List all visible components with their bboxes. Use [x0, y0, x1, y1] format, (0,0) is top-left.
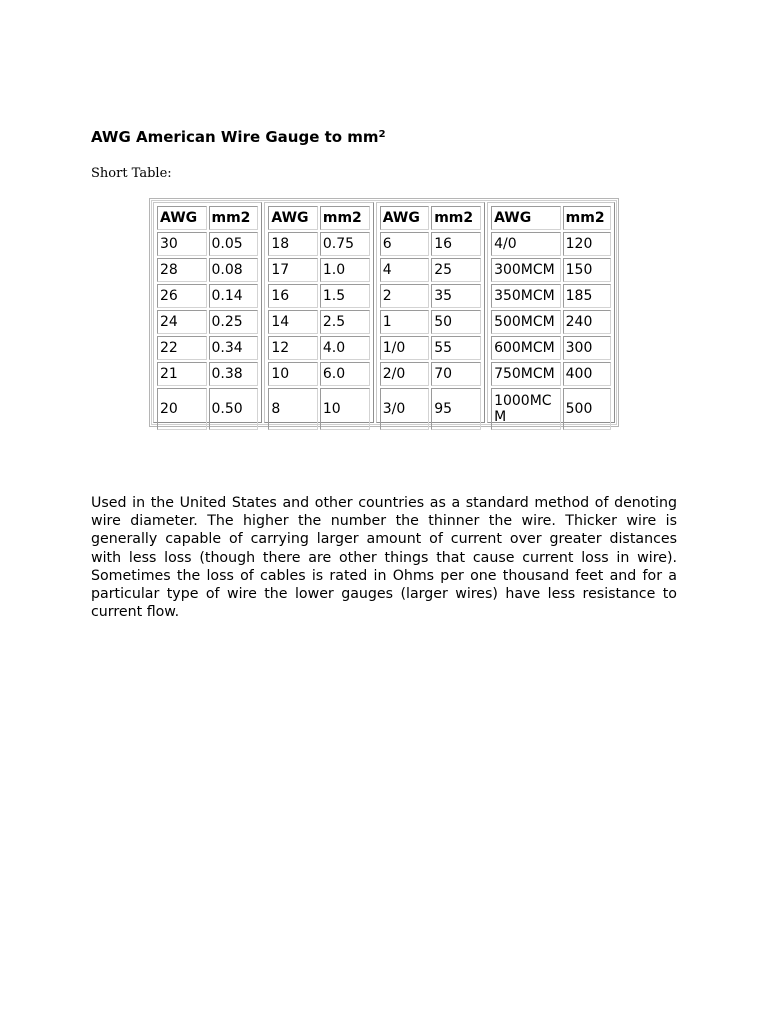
cell-awg: 12: [268, 336, 318, 360]
awg-subtable-1: [153, 202, 262, 423]
header-mm2: mm2: [431, 206, 481, 230]
cell-mm2: 0.05: [209, 232, 259, 256]
cell-awg: 1000MCM: [491, 388, 561, 430]
table-row: [157, 310, 258, 334]
cell-mm2: 0.38: [209, 362, 259, 386]
cell-awg: 300MCM: [491, 258, 561, 282]
table-row: [491, 362, 611, 386]
awg-subtable-grid: [378, 204, 483, 432]
page-title-superscript: 2: [378, 129, 386, 140]
table-row: [380, 388, 481, 430]
table-row: [268, 258, 369, 282]
header-awg: AWG: [157, 206, 207, 230]
cell-awg: 600MCM: [491, 336, 561, 360]
table-row: [491, 310, 611, 334]
cell-mm2: 120: [563, 232, 611, 256]
cell-mm2: 70: [431, 362, 481, 386]
awg-subtable-4: [487, 202, 615, 423]
table-header-row: [491, 206, 611, 230]
table-row: [157, 284, 258, 308]
table-row: [380, 232, 481, 256]
cell-awg: 6: [380, 232, 430, 256]
cell-awg: 750MCM: [491, 362, 561, 386]
table-row: [380, 284, 481, 308]
cell-awg: 350MCM: [491, 284, 561, 308]
table-row: [268, 336, 369, 360]
awg-subtable-grid: [266, 204, 371, 432]
cell-mm2: 0.34: [209, 336, 259, 360]
page-title: [91, 128, 386, 146]
table-row: [491, 284, 611, 308]
awg-subtable-grid: [489, 204, 613, 432]
cell-awg: 4: [380, 258, 430, 282]
table-row: [491, 258, 611, 282]
cell-mm2: 0.75: [320, 232, 370, 256]
table-row: [157, 362, 258, 386]
cell-awg: 17: [268, 258, 318, 282]
table-row: [268, 310, 369, 334]
table-row: [491, 388, 611, 430]
table-row: [380, 310, 481, 334]
cell-mm2: 185: [563, 284, 611, 308]
cell-awg: 2: [380, 284, 430, 308]
cell-mm2: 50: [431, 310, 481, 334]
cell-mm2: 400: [563, 362, 611, 386]
cell-awg: 21: [157, 362, 207, 386]
cell-mm2: 10: [320, 388, 370, 430]
table-row: [157, 388, 258, 430]
table-row: [268, 388, 369, 430]
awg-conversion-table: [149, 198, 619, 427]
cell-awg: 1/0: [380, 336, 430, 360]
cell-mm2: 95: [431, 388, 481, 430]
table-row: [268, 362, 369, 386]
table-row: [491, 232, 611, 256]
awg-subtable-grid: [155, 204, 260, 432]
cell-mm2: 0.50: [209, 388, 259, 430]
header-mm2: mm2: [320, 206, 370, 230]
cell-awg: 30: [157, 232, 207, 256]
table-row: [380, 362, 481, 386]
cell-mm2: 55: [431, 336, 481, 360]
cell-awg: 16: [268, 284, 318, 308]
cell-mm2: 240: [563, 310, 611, 334]
cell-awg: 500MCM: [491, 310, 561, 334]
table-row: [268, 232, 369, 256]
cell-mm2: 0.25: [209, 310, 259, 334]
page-title-text: AWG American Wire Gauge to mm: [91, 128, 379, 146]
cell-awg: 18: [268, 232, 318, 256]
table-row: [268, 284, 369, 308]
table-row: [380, 336, 481, 360]
cell-mm2: 0.14: [209, 284, 259, 308]
awg-subtable-2: [264, 202, 373, 423]
cell-awg: 14: [268, 310, 318, 334]
header-awg: AWG: [268, 206, 318, 230]
cell-mm2: 16: [431, 232, 481, 256]
table-row: [491, 336, 611, 360]
header-awg: AWG: [380, 206, 430, 230]
header-awg: AWG: [491, 206, 561, 230]
cell-mm2: 35: [431, 284, 481, 308]
cell-mm2: 6.0: [320, 362, 370, 386]
table-header-row: [268, 206, 369, 230]
cell-mm2: 2.5: [320, 310, 370, 334]
cell-awg: 26: [157, 284, 207, 308]
cell-mm2: 150: [563, 258, 611, 282]
header-mm2: mm2: [209, 206, 259, 230]
cell-awg: 3/0: [380, 388, 430, 430]
cell-mm2: 25: [431, 258, 481, 282]
cell-mm2: 4.0: [320, 336, 370, 360]
cell-mm2: 300: [563, 336, 611, 360]
table-header-row: [380, 206, 481, 230]
table-row: [380, 258, 481, 282]
header-mm2: mm2: [563, 206, 611, 230]
awg-table-groups: [151, 200, 617, 425]
table-caption: Short Table:: [91, 166, 172, 181]
table-row: [157, 258, 258, 282]
cell-awg: 4/0: [491, 232, 561, 256]
table-row: [157, 336, 258, 360]
cell-awg: 28: [157, 258, 207, 282]
cell-mm2: 500: [563, 388, 611, 430]
cell-awg: 2/0: [380, 362, 430, 386]
cell-awg: 22: [157, 336, 207, 360]
cell-awg: 10: [268, 362, 318, 386]
table-row: [157, 232, 258, 256]
cell-mm2: 0.08: [209, 258, 259, 282]
description-paragraph: Used in the United States and other countries as a standard method of denoting wire diameter. The higher the number the thinner the wire. Thicker wire is generally capable of carrying larger amount of current over greater distances with less loss (though there are other things that cause current loss in wire). Sometimes the loss of cables is rated in Ohms per one thousand feet and for a particular type of wire the lower gauges (larger wires) have less resistance to current flow.: [91, 495, 677, 621]
awg-subtable-3: [376, 202, 485, 423]
cell-mm2: 1.0: [320, 258, 370, 282]
cell-awg: 8: [268, 388, 318, 430]
cell-mm2: 1.5: [320, 284, 370, 308]
cell-awg: 1: [380, 310, 430, 334]
cell-awg: 24: [157, 310, 207, 334]
cell-awg: 20: [157, 388, 207, 430]
table-header-row: [157, 206, 258, 230]
